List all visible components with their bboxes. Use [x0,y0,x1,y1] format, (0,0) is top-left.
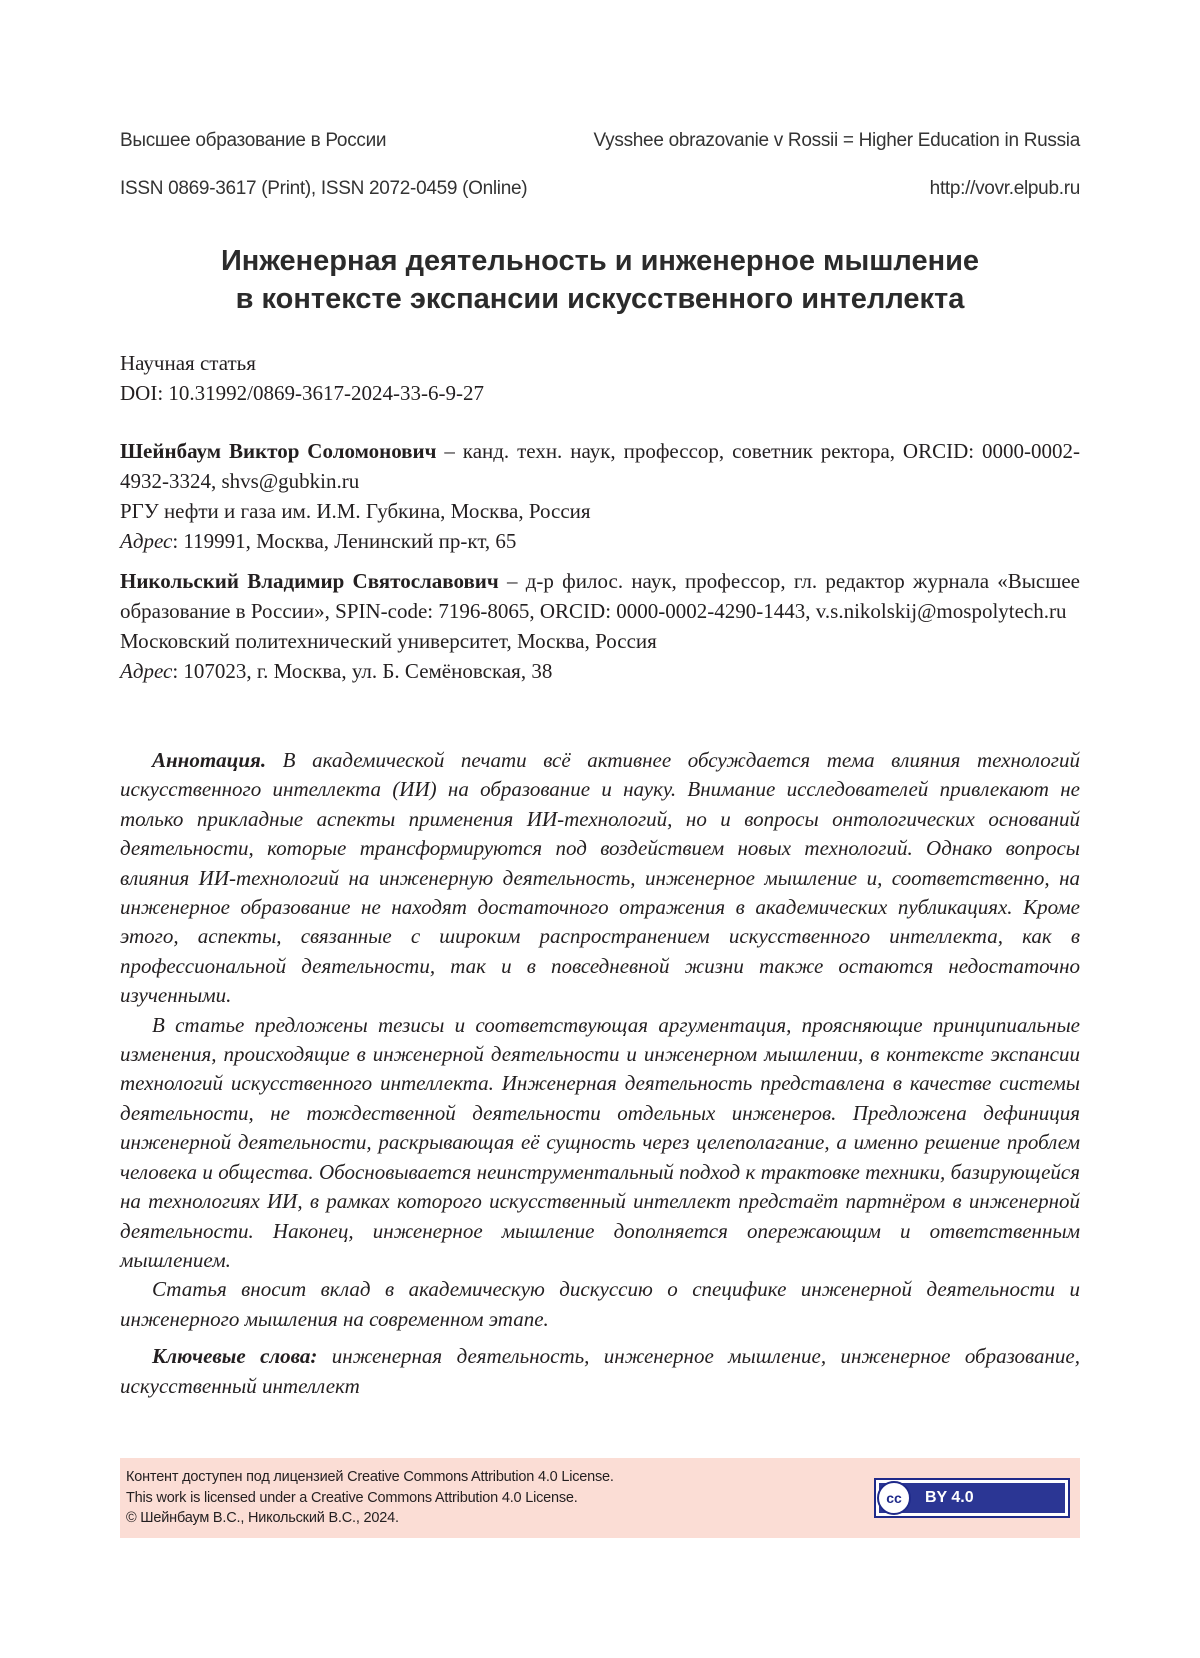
license-line-en: This work is licensed under a Creative Commons Attribution 4.0 License. [126,1489,578,1506]
abstract-paragraph-3: Статья вносит вклад в академическую дискуссию о специфике инженерной деятельности и инженерного мышления на современном этапе. [120,1277,1080,1331]
license-line-ru: Контент доступен под лицензией Creative Commons Attribution 4.0 License. [126,1469,614,1485]
author-1 [120,436,1080,556]
authors-section [120,436,1080,696]
journal-url[interactable]: http://vovr.elpub.ru [929,178,1080,199]
author-2 [120,566,1080,686]
author-1-name: Шейнбаум Виктор Соломонович [120,439,437,463]
author-2-address-label: Адрес [120,659,173,683]
keywords-label: Ключевые слова: [152,1344,318,1369]
abstract-paragraph-1 [120,746,1080,1011]
copyright-line: © Шейнбаум В.С., Никольский В.С., 2024. [126,1510,399,1526]
title-line-1: Инженерная деятельность и инженерное мышление [220,245,980,277]
article-title [120,242,1080,318]
cc-badge-text: BY 4.0 [925,1489,974,1506]
author-2-line [120,566,1080,626]
keywords-text: инженерная деятельность, инженерное мышление, инженерное образование, искусственный интеллект [120,1344,1080,1398]
title-line-2: в контексте экспансии искусственного интеллекта [235,283,965,315]
author-2-details: – д-р филос. наук, профессор, гл. редактор журнала «Высшее образование в России», SPIN-code: 7196-8065, ORCID: 0000-0002-4290-1443, v.s.nikolskij@mospolytech.ru [120,569,1081,623]
article-type: Научная статья [120,351,256,375]
author-1-affiliation: РГУ нефти и газа им. И.М. Губкина, Москва, Россия [120,499,591,523]
author-2-address: : 107023, г. Москва, ул. Б. Семёновская, 38 [172,659,553,683]
license-text [126,1467,614,1529]
author-1-line [120,436,1080,496]
running-header [120,130,1080,152]
cc-badge-inner [879,1483,1065,1513]
author-2-address-line [120,656,1080,686]
issn-row [120,178,1080,200]
keywords-paragraph [120,1342,1080,1401]
article-meta [120,348,484,408]
issn: ISSN 0869-3617 (Print), ISSN 2072-0459 (Online) [120,178,528,199]
author-1-details: – канд. техн. наук, профессор, советник ректора, ORCID: 0000-0002-4932-3324, shvs@gubkin.ru [120,439,1081,493]
author-1-address-label: Адрес [120,529,173,553]
author-1-address: : 119991, Москва, Ленинский пр-кт, 65 [172,529,517,553]
author-1-address-line [120,526,1080,556]
cc-logo-icon: cc [877,1481,911,1515]
abstract-paragraph-2: В статье предложены тезисы и соответствующая аргументация, проясняющие принципиальные изменения, происходящие в инженерной деятельности и инженерном мышлении, в контексте экспансии технологий искусственного интеллекта. Инженерная деятельность представлена в качестве системы деятельности, не тождественной деятельности отдельных инженеров. Предложена дефиниция инженерной деятельности, раскрывающая её сущность через целеполагание, а именно решение проблем человека и общества. Обосновывается неинструментальный подход к трактовке техники, базирующейся на технологиях ИИ, в рамках которого искусственный интеллект предстаёт партнёром в инженерной деятельности. Наконец, инженерное мышление дополняется опережающим и ответственным мышлением. [120,1012,1080,1272]
journal-title-en: Vysshee obrazovanie v Rossii = Higher Education in Russia [593,130,1080,151]
author-2-affiliation: Московский политехнический университет, Москва, Россия [120,629,657,653]
license-box [120,1458,1080,1538]
abstract-label: Аннотация. [152,748,267,772]
article-doi[interactable]: DOI: 10.31992/0869-3617-2024-33-6-9-27 [120,381,484,405]
abstract-text-1: В академической печати всё активнее обсуждается тема влияния технологий искусственного интеллекта (ИИ) на образование и науку. Внимание исследователей привлекают не только прикладные аспекты применения ИИ-технологий, но и вопросы онтологических оснований деятельности, которые трансформируются под воздействием новых технологий. Однако вопросы влияния ИИ-технологий на инженерную деятельность, инженерное мышление и, соответственно, на инженерное образование не находят достаточного отражения в академических публикациях. Кроме этого, аспекты, связанные с широким распространением искусственного интеллекта, как в профессиональной деятельности, так и в повседневной жизни также остаются недостаточно изученными. [120,748,1080,1008]
author-2-name: Никольский Владимир Святославович [120,569,499,593]
abstract-section [120,746,1080,1401]
cc-by-badge[interactable] [874,1478,1070,1518]
journal-title-ru: Высшее образование в России [120,130,387,151]
